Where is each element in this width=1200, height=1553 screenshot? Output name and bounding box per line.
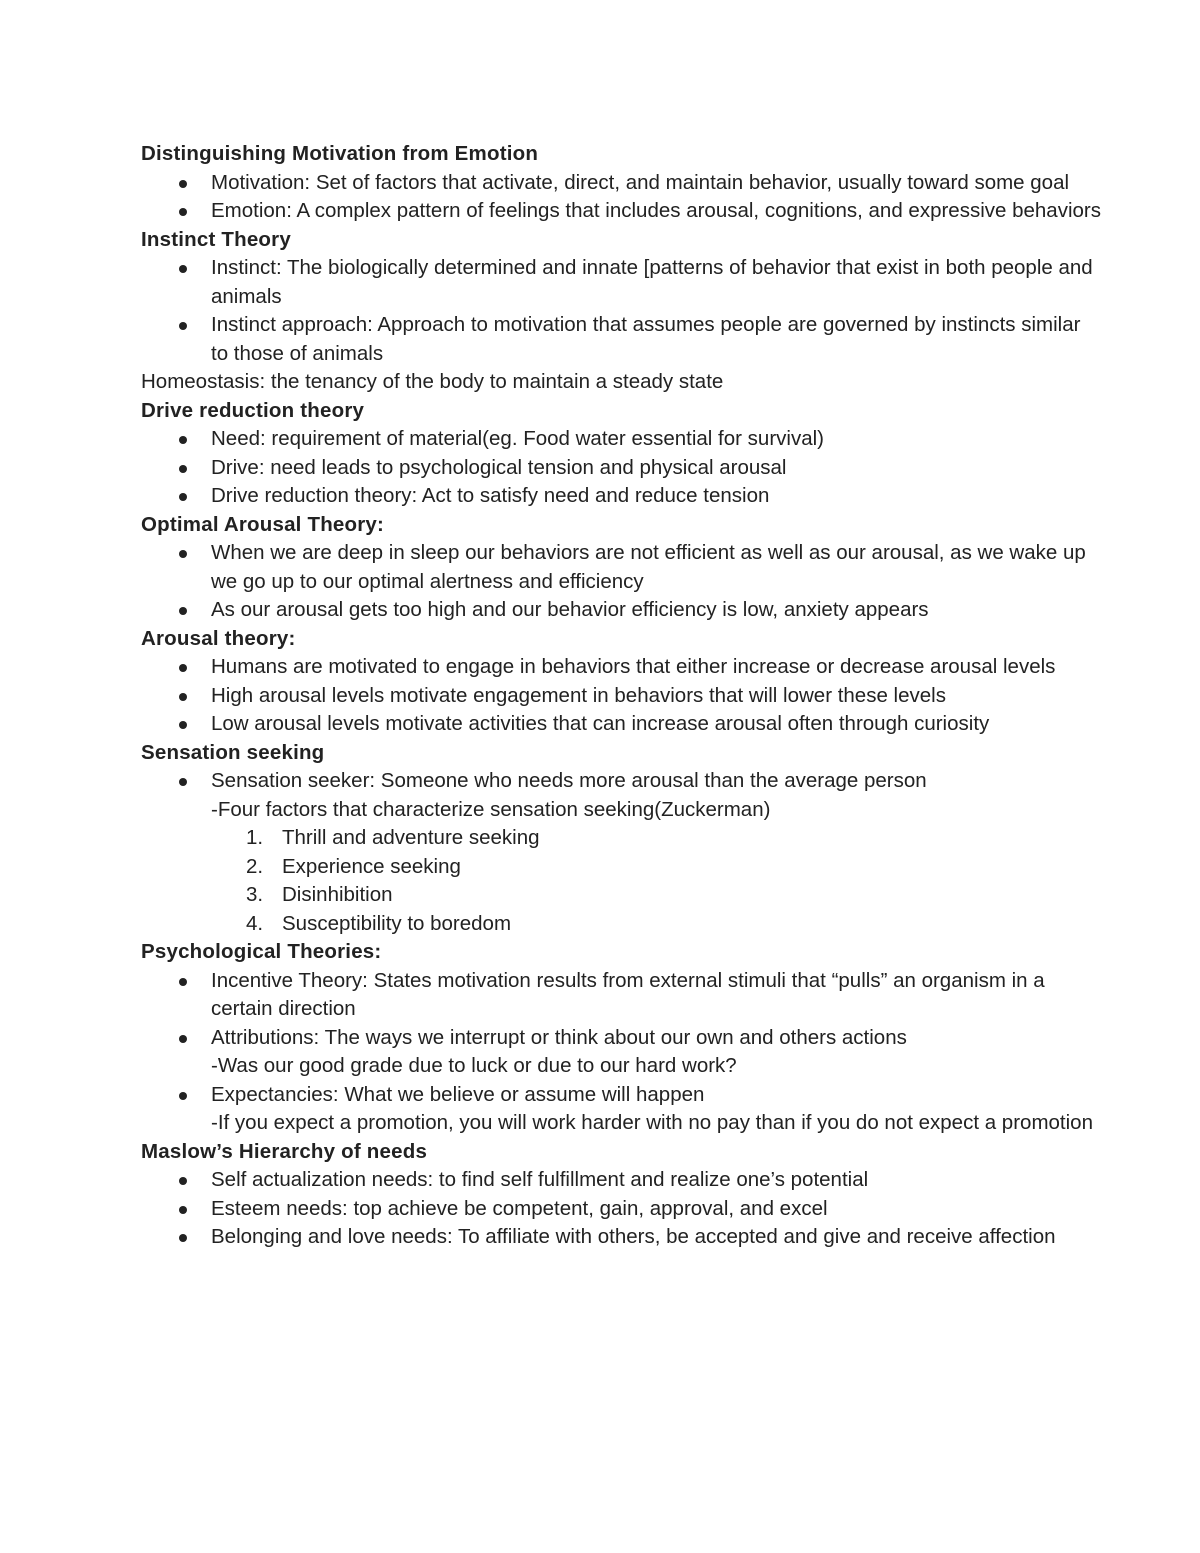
list-item: Belonging and love needs: To affiliate with others, be accepted and give and receive affection <box>141 1223 1101 1252</box>
bullet-list <box>141 767 1101 824</box>
list-item: Motivation: Set of factors that activate, direct, and maintain behavior, usually toward some goal <box>141 169 1101 198</box>
list-item: Drive: need leads to psychological tension and physical arousal <box>141 454 1101 483</box>
item-text: Experience seeking <box>282 854 461 878</box>
list-item: High arousal levels motivate engagement in behaviors that will lower these levels <box>141 682 1101 711</box>
list-item <box>141 967 1101 1024</box>
bullet-list <box>141 1166 1101 1252</box>
list-item <box>141 767 1101 824</box>
section-heading-instinct-theory: Instinct Theory <box>141 227 291 251</box>
list-item: Instinct approach: Approach to motivation that assumes people are governed by instincts similar to those of animals <box>141 311 1101 368</box>
bullet-list <box>141 254 1101 368</box>
list-item-text: Incentive Theory: States motivation results from external stimuli that “pulls” an organism in a certain direction <box>211 968 1045 1020</box>
list-item: Low arousal levels motivate activities that can increase arousal often through curiosity <box>141 710 1101 739</box>
bullet-list <box>141 539 1101 625</box>
list-item-note: -Four factors that characterize sensation seeking(Zuckerman) <box>211 797 771 821</box>
item-text: Thrill and adventure seeking <box>282 826 540 849</box>
numbered-item <box>141 853 1101 882</box>
item-number: 1. <box>246 826 264 849</box>
section-heading-arousal-theory: Arousal theory: <box>141 626 296 650</box>
item-text: Susceptibility to boredom <box>282 911 512 935</box>
list-item: Humans are motivated to engage in behaviors that either increase or decrease arousal levels <box>141 653 1101 682</box>
numbered-item <box>141 824 1101 853</box>
list-item: Emotion: A complex pattern of feelings that includes arousal, cognitions, and expressive behaviors <box>141 197 1101 226</box>
item-number: 4. <box>246 911 264 935</box>
bullet-list <box>141 653 1101 739</box>
bullet-list <box>141 967 1101 1138</box>
section-heading-psychological-theories: Psychological Theories: <box>141 940 382 963</box>
section-heading-sensation-seeking: Sensation seeking <box>141 740 325 764</box>
section-heading-optimal-arousal: Optimal Arousal Theory: <box>141 512 385 536</box>
item-number: 2. <box>246 854 264 878</box>
bullet-list <box>141 425 1101 511</box>
list-item <box>141 1024 1101 1081</box>
list-item: Esteem needs: top achieve be competent, gain, approval, and excel <box>141 1195 1101 1224</box>
numbered-list <box>141 824 1101 938</box>
list-item: Instinct: The biologically determined and innate [patterns of behavior that exist in both people and animals <box>141 254 1101 311</box>
numbered-item <box>141 881 1101 910</box>
document-page <box>141 140 1101 1252</box>
list-item-text: Sensation seeker: Someone who needs more arousal than the average person <box>211 769 927 792</box>
section-heading-maslow: Maslow’s Hierarchy of needs <box>141 1139 428 1163</box>
item-text: Disinhibition <box>282 883 393 906</box>
list-item: As our arousal gets too high and our behavior efficiency is low, anxiety appears <box>141 596 1101 625</box>
list-item <box>141 1081 1101 1138</box>
homeostasis-line: Homeostasis: the tenancy of the body to maintain a steady state <box>141 370 724 393</box>
list-item: Self actualization needs: to find self fulfillment and realize one’s potential <box>141 1166 1101 1195</box>
list-item: Drive reduction theory: Act to satisfy need and reduce tension <box>141 482 1101 511</box>
numbered-item <box>141 910 1101 939</box>
list-item-text: Attributions: The ways we interrupt or think about our own and others actions <box>211 1025 907 1049</box>
item-number: 3. <box>246 883 264 906</box>
list-item: When we are deep in sleep our behaviors are not efficient as well as our arousal, as we wake up we go up to our optimal alertness and efficiency <box>141 539 1101 596</box>
list-item-note: -If you expect a promotion, you will work harder with no pay than if you do not expect a promotion <box>211 1111 1093 1134</box>
section-heading-motivation-emotion: Distinguishing Motivation from Emotion <box>141 142 539 165</box>
list-item-note: -Was our good grade due to luck or due to our hard work? <box>211 1054 737 1077</box>
list-item-text: Expectancies: What we believe or assume will happen <box>211 1082 705 1106</box>
bullet-list <box>141 169 1101 226</box>
section-heading-drive-reduction: Drive reduction theory <box>141 398 365 422</box>
list-item: Need: requirement of material(eg. Food water essential for survival) <box>141 425 1101 454</box>
